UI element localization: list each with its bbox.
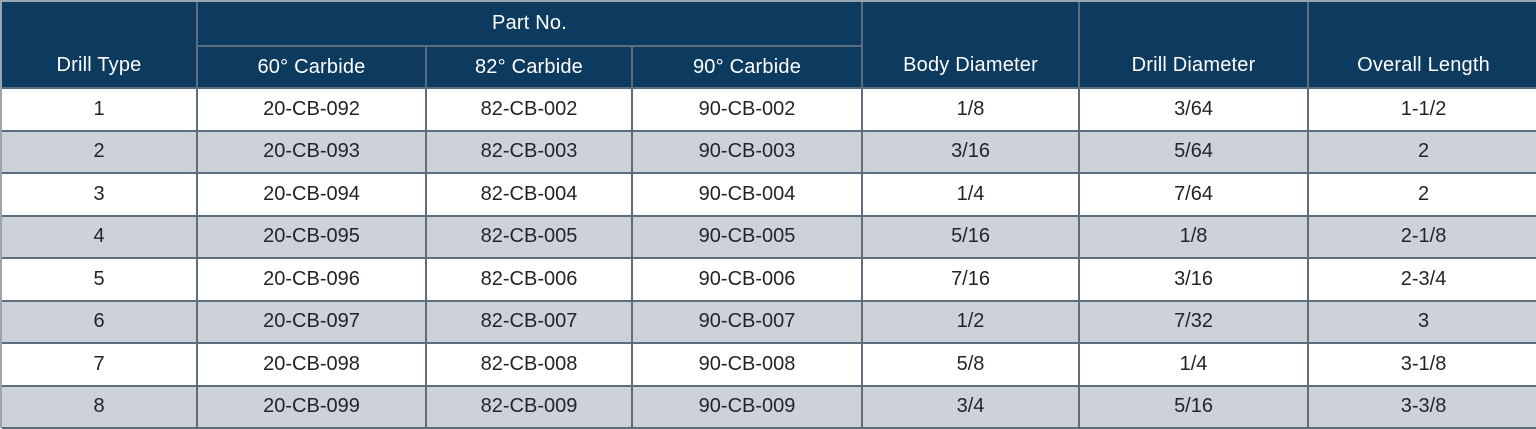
- cell-overall-length: 2-3/4: [1308, 258, 1536, 301]
- table-body: [2, 88, 1536, 428]
- cell-82-carbide: 82-CB-003: [426, 131, 632, 174]
- cell-60-carbide: 20-CB-092: [197, 88, 426, 131]
- cell-drill-type: 2: [2, 131, 197, 174]
- cell-body-diameter: 3/16: [862, 131, 1079, 174]
- col-header-82-carbide: 82° Carbide: [426, 46, 632, 88]
- cell-body-diameter: 1/4: [862, 173, 1079, 216]
- cell-60-carbide: 20-CB-099: [197, 386, 426, 429]
- cell-drill-type: 3: [2, 173, 197, 216]
- cell-90-carbide: 90-CB-003: [632, 131, 862, 174]
- cell-overall-length: 2-1/8: [1308, 216, 1536, 259]
- cell-60-carbide: 20-CB-096: [197, 258, 426, 301]
- table-row: [2, 301, 1536, 344]
- col-header-body-diameter: Body Diameter: [862, 2, 1079, 88]
- col-header-drill-diameter: Drill Diameter: [1079, 2, 1308, 88]
- cell-drill-diameter: 3/64: [1079, 88, 1308, 131]
- cell-60-carbide: 20-CB-097: [197, 301, 426, 344]
- cell-60-carbide: 20-CB-098: [197, 343, 426, 386]
- drill-spec-table: [2, 2, 1536, 429]
- col-header-drill-type: Drill Type: [2, 2, 197, 88]
- table-row: [2, 131, 1536, 174]
- cell-60-carbide: 20-CB-094: [197, 173, 426, 216]
- cell-drill-type: 5: [2, 258, 197, 301]
- cell-overall-length: 3-3/8: [1308, 386, 1536, 429]
- col-header-60-carbide: 60° Carbide: [197, 46, 426, 88]
- cell-90-carbide: 90-CB-002: [632, 88, 862, 131]
- cell-82-carbide: 82-CB-005: [426, 216, 632, 259]
- table-row: [2, 258, 1536, 301]
- cell-drill-diameter: 5/16: [1079, 386, 1308, 429]
- cell-82-carbide: 82-CB-008: [426, 343, 632, 386]
- col-header-part-no: Part No.: [197, 2, 862, 46]
- cell-90-carbide: 90-CB-006: [632, 258, 862, 301]
- cell-drill-diameter: 1/4: [1079, 343, 1308, 386]
- cell-90-carbide: 90-CB-007: [632, 301, 862, 344]
- table-row: [2, 88, 1536, 131]
- cell-overall-length: 3: [1308, 301, 1536, 344]
- cell-overall-length: 2: [1308, 131, 1536, 174]
- cell-82-carbide: 82-CB-007: [426, 301, 632, 344]
- col-header-overall-length: Overall Length: [1308, 2, 1536, 88]
- table-header: [2, 2, 1536, 88]
- cell-drill-type: 7: [2, 343, 197, 386]
- cell-body-diameter: 5/16: [862, 216, 1079, 259]
- header-row-top: [2, 2, 1536, 46]
- table-row: [2, 343, 1536, 386]
- cell-90-carbide: 90-CB-009: [632, 386, 862, 429]
- cell-body-diameter: 3/4: [862, 386, 1079, 429]
- cell-body-diameter: 1/2: [862, 301, 1079, 344]
- cell-drill-diameter: 3/16: [1079, 258, 1308, 301]
- cell-90-carbide: 90-CB-008: [632, 343, 862, 386]
- cell-82-carbide: 82-CB-002: [426, 88, 632, 131]
- cell-drill-diameter: 5/64: [1079, 131, 1308, 174]
- cell-drill-diameter: 7/32: [1079, 301, 1308, 344]
- cell-82-carbide: 82-CB-009: [426, 386, 632, 429]
- cell-drill-type: 6: [2, 301, 197, 344]
- cell-body-diameter: 5/8: [862, 343, 1079, 386]
- cell-82-carbide: 82-CB-004: [426, 173, 632, 216]
- cell-drill-diameter: 1/8: [1079, 216, 1308, 259]
- cell-drill-type: 4: [2, 216, 197, 259]
- cell-drill-type: 8: [2, 386, 197, 429]
- cell-overall-length: 3-1/8: [1308, 343, 1536, 386]
- cell-60-carbide: 20-CB-095: [197, 216, 426, 259]
- cell-82-carbide: 82-CB-006: [426, 258, 632, 301]
- cell-90-carbide: 90-CB-005: [632, 216, 862, 259]
- cell-drill-type: 1: [2, 88, 197, 131]
- cell-body-diameter: 1/8: [862, 88, 1079, 131]
- cell-body-diameter: 7/16: [862, 258, 1079, 301]
- table-row: [2, 173, 1536, 216]
- cell-drill-diameter: 7/64: [1079, 173, 1308, 216]
- col-header-90-carbide: 90° Carbide: [632, 46, 862, 88]
- cell-overall-length: 2: [1308, 173, 1536, 216]
- cell-overall-length: 1-1/2: [1308, 88, 1536, 131]
- cell-90-carbide: 90-CB-004: [632, 173, 862, 216]
- cell-60-carbide: 20-CB-093: [197, 131, 426, 174]
- table-row: [2, 386, 1536, 429]
- table-row: [2, 216, 1536, 259]
